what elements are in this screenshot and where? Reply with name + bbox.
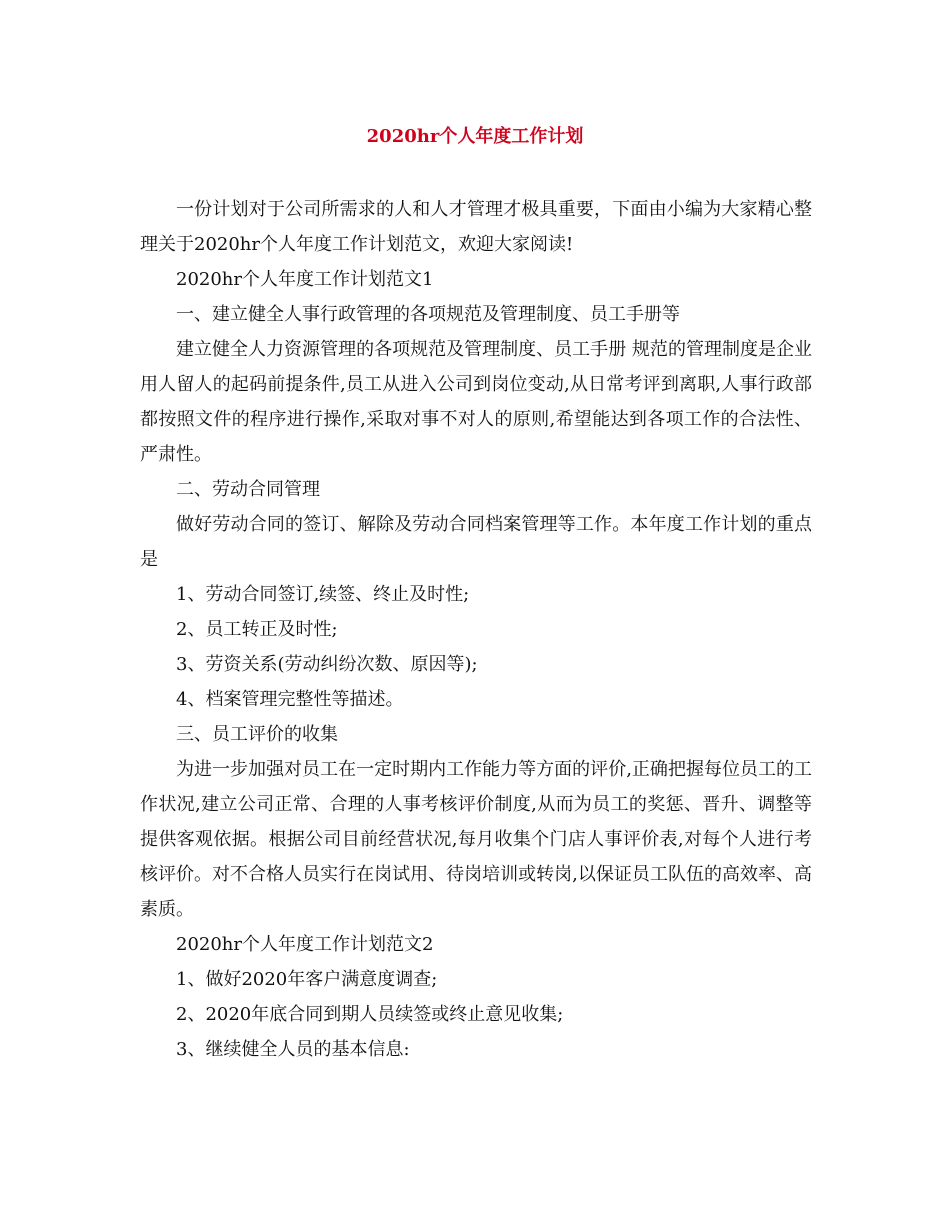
body-paragraph: 建立健全人力资源管理的各项规范及管理制度、员工手册 规范的管理制度是企业用人留人的起码前提条件,员工从进入公司到岗位变动,从日常考评到离职,人事行政部都按照文件的程序进行操作,采取对事不对人的原则,希望能达到各项工作的合法性、严肃性。	[140, 339, 812, 465]
heading-item-3: 三、员工评价的收集	[176, 724, 338, 745]
list-item: 3、继续健全人员的基本信息:	[176, 1039, 410, 1060]
list-item: 4、档案管理完整性等描述。	[176, 689, 404, 710]
document-title: 2020hr个人年度工作计划	[366, 126, 584, 147]
list-item: 2、2020年底合同到期人员续签或终止意见收集;	[176, 1004, 564, 1025]
heading-item-2: 二、劳动合同管理	[176, 479, 320, 500]
section-heading-sample-2: 2020hr个人年度工作计划范文2	[176, 934, 434, 955]
body-paragraph: 为进一步加强对员工在一定时期内工作能力等方面的评价,正确把握每位员工的工作状况,建立公司正常、合理的人事考核评价制度,从而为员工的奖惩、晋升、调整等提供客观依据。根据公司目前经营状况,每月收集个门店人事评价表,对每个人进行考核评价。对不合格人员实行在岗试用、待岗培训或转岗,以保证员工队伍的高效率、高素质。	[140, 759, 812, 920]
list-item: 3、劳资关系(劳动纠纷次数、原因等);	[176, 654, 478, 675]
heading-item-1: 一、建立健全人事行政管理的各项规范及管理制度、员工手册等	[176, 304, 680, 325]
list-item: 1、劳动合同签订,续签、终止及时性;	[176, 584, 470, 605]
list-item: 2、员工转正及时性;	[176, 619, 338, 640]
body-paragraph: 做好劳动合同的签订、解除及劳动合同档案管理等工作。本年度工作计划的重点是	[140, 514, 812, 570]
intro-paragraph: 一份计划对于公司所需求的人和人才管理才极具重要，下面由小编为大家精心整理关于2020hr个人年度工作计划范文，欢迎大家阅读!	[140, 199, 812, 255]
section-heading-sample-1: 2020hr个人年度工作计划范文1	[176, 269, 434, 290]
list-item: 1、做好2020年客户满意度调查;	[176, 969, 438, 990]
document-body	[140, 192, 812, 1067]
